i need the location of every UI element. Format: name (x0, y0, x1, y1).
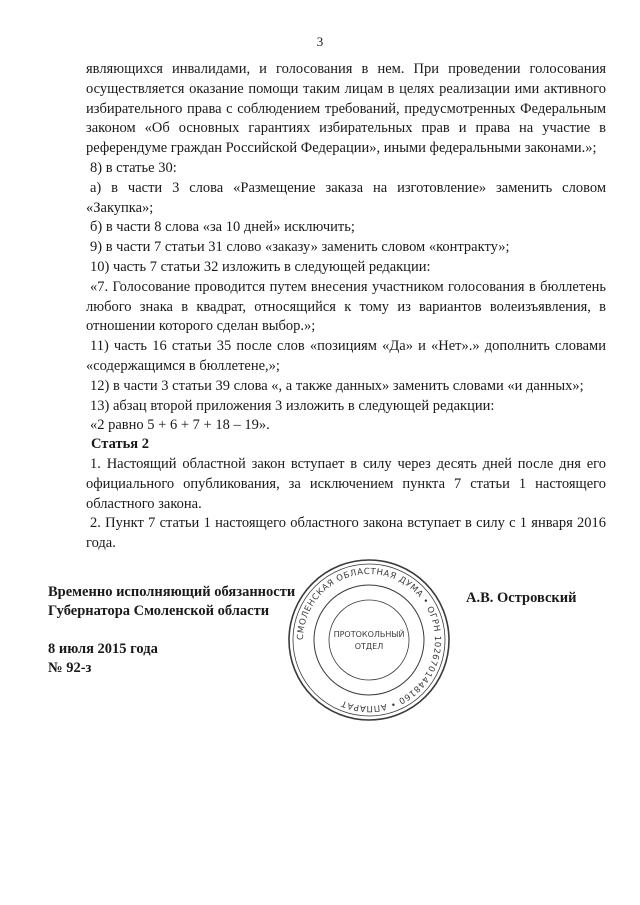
signatory-name: А.В. Островский (466, 590, 577, 606)
date: 8 июля 2015 года (48, 641, 158, 657)
stamp-center-line: ПРОТОКОЛЬНЫЙ (333, 630, 405, 639)
paragraph: «7. Голосование проводится путем внесения участником голосования в бюллетень любого знака в квадрат, относящийся к тому из вариантов волеизъявления, в отношении которого сделан выбор.»; (86, 278, 606, 335)
page-number: 3 (316, 34, 324, 49)
stamp-ring-text: СМОЛЕНСКАЯ ОБЛАСТНАЯ ДУМА • ОГРН 1026701448160 • АППАРАТ (295, 566, 443, 714)
paragraph: 8) в статье 30: (90, 159, 177, 176)
document-body (86, 60, 606, 436)
svg-text:СМОЛЕНСКАЯ ОБЛАСТНАЯ ДУМА • ОГ (296, 567, 442, 713)
paragraph: 9) в части 7 статьи 31 слово «заказу» заменить словом «контракту»; (90, 239, 510, 256)
paragraph: 11) часть 16 статьи 35 после слов «позициям «Да» и «Нет».» дополнить словами «содержащимся в бюллетене,»; (86, 338, 606, 374)
paragraph: 2. Пункт 7 статьи 1 настоящего областного закона вступает в силу с 1 января 2016 года. (86, 515, 606, 552)
document-date (48, 640, 158, 678)
article-body (86, 455, 606, 554)
paragraph: 12) в части 3 статьи 39 слова «, а также данных» заменить словами «и данных»; (90, 377, 584, 394)
article-title: Статья 2 (91, 436, 149, 452)
paragraph: б) в части 8 слова «за 10 дней» исключить; (90, 219, 355, 236)
stamp-seal (285, 556, 453, 724)
law-number: № 92-з (48, 660, 92, 676)
paragraph: «2 равно 5 + 6 + 7 + 18 – 19». (90, 417, 270, 434)
paragraph: 10) часть 7 статьи 32 изложить в следующей редакции: (90, 258, 431, 275)
paragraph: 13) абзац второй приложения 3 изложить в следующей редакции: (90, 397, 495, 414)
position-line: Временно исполняющий обязанности (48, 584, 296, 600)
signature-position (48, 583, 295, 621)
paragraph: являющихся инвалидами, и голосования в нем. При проведении голосования осуществляется оказание помощи таким лицам в целях реализации ими активного избирательного права с соблюдением требований, предусмотренных Федеральным законом «Об основных гарантиях избирательных прав и права на участие в референдуме граждан Российской Федерации», иными федеральными законами.»; (86, 61, 606, 157)
paragraph: а) в части 3 слова «Размещение заказа на изготовление» заменить словом «Закупка»; (86, 179, 606, 216)
position-line: Губернатора Смоленской области (48, 603, 270, 619)
stamp-center-line: ОТДЕЛ (354, 642, 384, 651)
paragraph: 1. Настоящий областной закон вступает в силу через десять дней после дня его официального опубликования, за исключением пункта 7 статьи 1 настоящего областного закона. (86, 456, 606, 512)
